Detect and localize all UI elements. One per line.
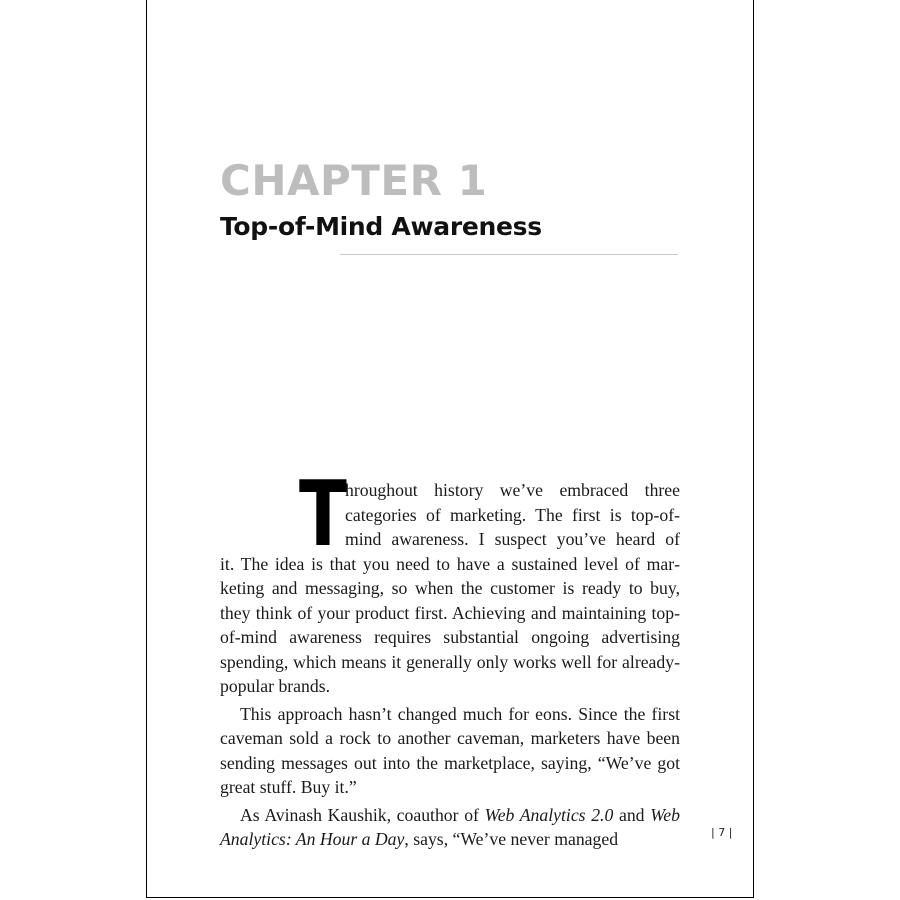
paragraph-1-continued: it. The idea is that you need to have a sustained level of marketing and messaging, so when the customer is ready to buy, they think of your product first. Achieving and maintaining top-of-mind awareness requires substantial ongoing advertising spending, which means it generally only works well for already-popular brands.	[220, 553, 680, 696]
book-title-web-analytics-2: Web Analytics 2.0	[484, 804, 614, 825]
paragraph-3-text-a: As Avinash Kaushik, coauthor of	[240, 804, 485, 825]
paragraph-line: hroughout history we’ve embraced three	[345, 480, 680, 500]
paragraph-3-text-b: and	[613, 804, 651, 825]
paragraph-line: mind awareness. I suspect you’ve heard of	[345, 529, 680, 549]
chapter-body	[220, 462, 680, 852]
drop-cap: T	[299, 462, 347, 567]
drop-cap-spacer	[220, 478, 299, 552]
page-number: | 7 |	[711, 826, 733, 839]
drop-cap-lines	[345, 478, 680, 552]
paragraph-3-text-c: , says, “We’ve never managed	[404, 829, 619, 849]
title-rule	[340, 254, 678, 255]
paragraph-3	[220, 803, 680, 852]
chapter-number: CHAPTER 1	[220, 156, 488, 205]
drop-cap-block	[220, 462, 680, 567]
book-title-web-analytics-hour: Web Analytics: An Hour a Day	[220, 804, 680, 849]
chapter-title: Top-of-Mind Awareness	[220, 212, 542, 241]
paragraph-2: This approach hasn’t changed much for eons. Since the first caveman sold a rock to another caveman, marketers have been sending messages out into the marketplace, saying, “We’ve got great stuff. Buy it.”	[220, 703, 680, 797]
paragraph-line: categories of marketing. The first is top-of-	[345, 504, 680, 525]
